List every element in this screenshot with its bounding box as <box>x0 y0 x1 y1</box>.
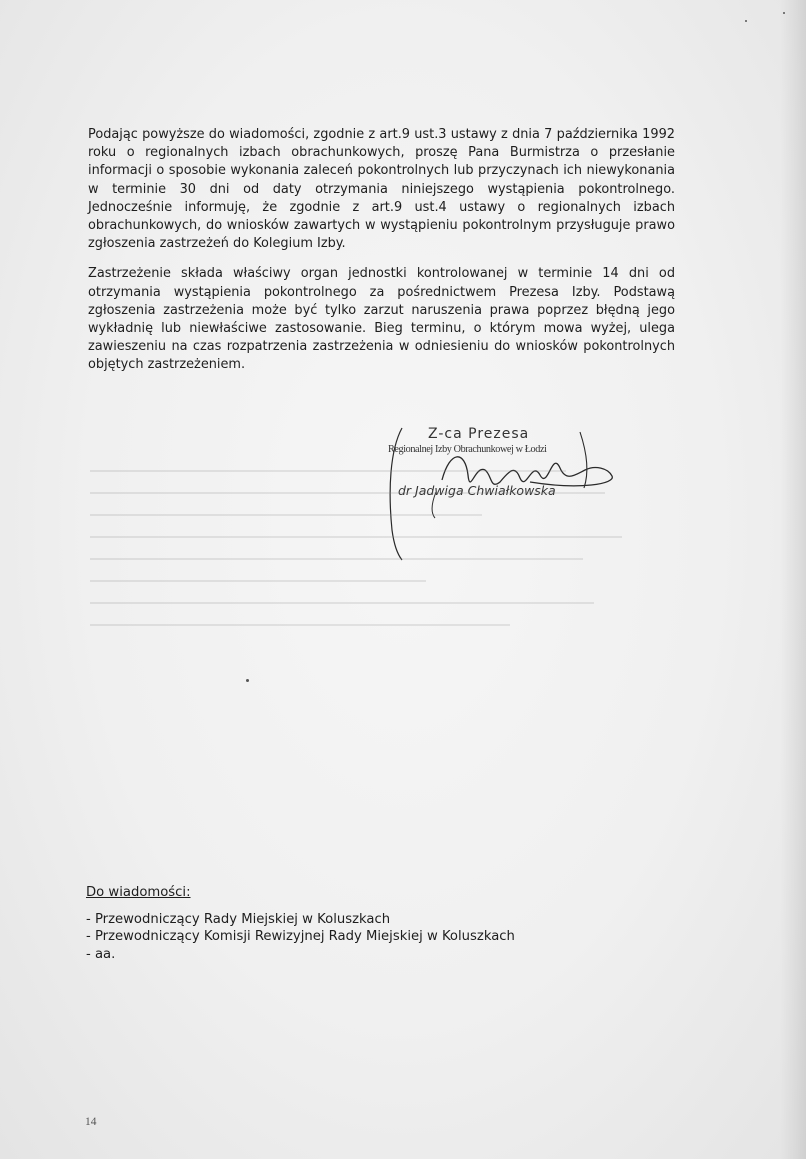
stamp-organization: Regionalnej Izby Obrachunkowej w Łodzi <box>388 444 547 455</box>
body-text <box>88 126 675 387</box>
paragraph: Podając powyższe do wiadomości, zgodnie z art.9 ust.3 ustawy z dnia 7 października 1992 roku o regionalnych izbach obrachunkowych, proszę Pana Burmistrza o przesłanie informacji o sposobie wykonania zaleceń pokontrolnych lub przyczynach ich niewykonania w terminie 30 dni od daty otrzymania niniejszego wystąpienia pokontrolnego. Jednocześnie informuję, że zgodnie z art.9 ust.4 ustawy o regionalnych izbach obrachunkowych, do wniosków zawartych w wystąpieniu pokontrolnym przysługuje prawo zgłoszenia zastrzeżeń do Kolegium Izby. <box>88 127 675 252</box>
distribution-item: - Przewodniczący Rady Miejskiej w Koluszkach <box>86 911 391 927</box>
scan-edge-shadow <box>780 0 806 1159</box>
distribution-title: Do wiadomości: <box>86 885 191 900</box>
distribution-list <box>86 884 515 963</box>
page-number: 14 <box>85 1116 97 1128</box>
stamp-name: dr Jadwiga Chwiałkowska <box>398 483 556 498</box>
bleed-through-text <box>90 470 650 700</box>
paragraph: Zastrzeżenie składa właściwy organ jednostki kontrolowanej w terminie 14 dni od otrzymania wystąpienia pokontrolnego za pośrednictwem Prezesa Izby. Podstawą zgłoszenia zastrzeżenia może być tylko zarzut naruszenia prawa poprzez błędną jego wykładnię lub niewłaściwe zastosowanie. Bieg terminu, o którym mowa wyżej, ulega zawieszeniu na czas rozpatrzenia zastrzeżenia w odniesieniu do wniosków pokontrolnych objętych zastrzeżeniem. <box>88 266 675 373</box>
distribution-item: - aa. <box>86 946 116 962</box>
stamp-title: Z-ca Prezesa <box>428 426 530 442</box>
scan-speck <box>783 12 785 14</box>
scan-speck <box>745 20 747 22</box>
distribution-item: - Przewodniczący Komisji Rewizyjnej Rady Miejskiej w Koluszkach <box>86 929 515 944</box>
